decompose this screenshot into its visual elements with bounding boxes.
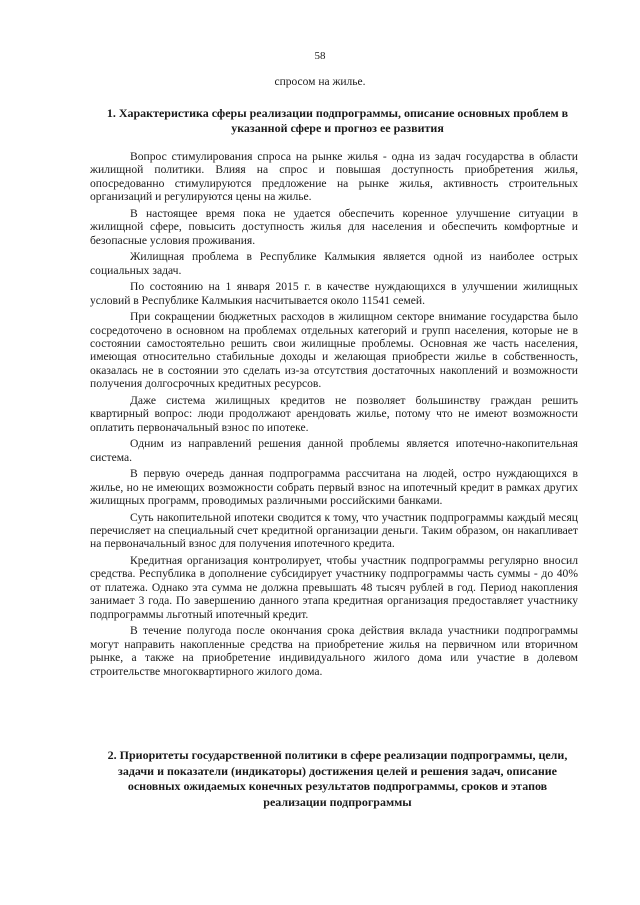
- paragraph: Даже система жилищных кредитов не позволяет большинству граждан решить квартирный вопрос: люди продолжают арендовать жилье, потому что не имеют возможности оплатить первоначальный взнос по ипотеке.: [90, 393, 578, 434]
- page-number: 58: [314, 50, 326, 62]
- paragraph: В первую очередь данная подпрограмма рассчитана на людей, остро нуждающихся в жилье, но не имеющих возможности собрать первый взнос на ипотечный кредит в рамках других жилищных программ, проводимых различными российскими банками.: [90, 467, 578, 508]
- continued-text: спросом на жилье.: [274, 76, 366, 88]
- paragraph: Вопрос стимулирования спроса на рынке жилья - одна из задач государства в области жилищной политики. Влияя на спрос и повышая доступность приобретения жилья, опосредованно стимулируются предложение на рынке жилья, активность строительных организаций и регулируются цены на жилье.: [90, 150, 578, 204]
- paragraph: Жилищная проблема в Республике Калмыкия является одной из наиболее острых социальных задач.: [90, 250, 578, 277]
- paragraph: Суть накопительной ипотеки сводится к тому, что участник подпрограммы каждый месяц перечисляет на специальный счет кредитной организации деньги. Таким образом, он накапливает на первоначальный взнос для получения ипотечного кредита.: [90, 510, 578, 551]
- section-1-heading: 1. Характеристика сферы реализации подпрограммы, описание основных проблем в указанной сфере и прогноз ее развития: [106, 106, 569, 135]
- section-1-body: [90, 150, 578, 681]
- section-2-heading: 2. Приоритеты государственной политики в сфере реализации подпрограммы, цели, задачи и показатели (индикаторы) достижения целей и решения задач, описание основных ожидаемых конечных результатов подпрограммы, сроков и этапов реализации подпрограммы: [107, 748, 568, 809]
- paragraph: В течение полугода после окончания срока действия вклада участники подпрограммы могут направить накопленные средства на приобретение жилья на первичном или вторичном рынке, а также на приобретение индивидуального жилого дома или участие в долевом строительстве многоквартирного жилого дома.: [90, 624, 578, 678]
- paragraph: Кредитная организация контролирует, чтобы участник подпрограммы регулярно вносил средства. Республика в дополнение субсидирует участнику подпрограммы часть суммы - до 40% от платежа. Однако эта сумма не должна превышать 48 тысяч рублей в год. Период накопления занимает 3 года. По завершению данного этапа кредитная организация предоставляет участнику подпрограммы льготный ипотечный кредит.: [90, 554, 578, 621]
- paragraph: По состоянию на 1 января 2015 г. в качестве нуждающихся в улучшении жилищных условий в Республике Калмыкия насчитывается около 11541 семей.: [90, 280, 578, 307]
- paragraph: При сокращении бюджетных расходов в жилищном секторе внимание государства было сосредоточено в основном на проблемах отдельных категорий и групп населения, которые не в состоянии самостоятельно решить свои жилищные проблемы. Основная же часть населения, имеющая относительно стабильные доходы и желающая приобрести жилье в собственность, оказалась не в состоянии это сделать из-за отсутствия достаточных накоплений и возможности получения долгосрочных кредитных ресурсов.: [90, 310, 578, 391]
- paragraph: В настоящее время пока не удается обеспечить коренное улучшение ситуации в жилищной сфере, повысить доступность жилья для населения и обеспечить комфортные и безопасные условия проживания.: [90, 206, 578, 247]
- paragraph: Одним из направлений решения данной проблемы является ипотечно-накопительная система.: [90, 437, 578, 464]
